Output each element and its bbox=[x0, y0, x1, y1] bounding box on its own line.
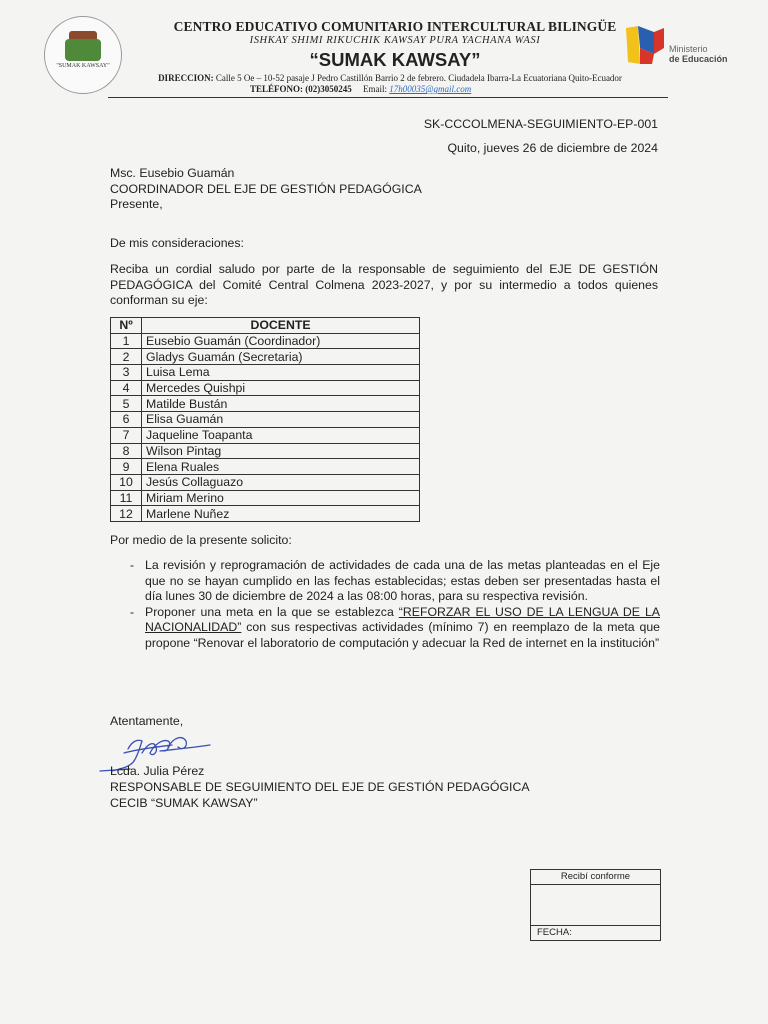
receipt-date-label: FECHA: bbox=[531, 925, 660, 940]
table-row bbox=[111, 459, 420, 475]
row-number: 5 bbox=[111, 396, 142, 412]
teacher-name: Elisa Guamán bbox=[142, 412, 420, 428]
ministry-line1: Ministerio bbox=[669, 44, 708, 54]
table-row bbox=[111, 443, 420, 459]
closing: Atentamente, bbox=[110, 714, 184, 728]
table-row bbox=[111, 490, 420, 506]
list-item bbox=[110, 558, 660, 605]
teachers-table bbox=[110, 317, 420, 522]
row-number: 4 bbox=[111, 380, 142, 396]
table-row bbox=[111, 412, 420, 428]
request-list bbox=[110, 558, 660, 651]
row-number: 2 bbox=[111, 349, 142, 365]
address-value: Calle 5 Oe – 10-52 pasaje J Pedro Castillón Barrio 2 de febrero. Ciudadela Ibarra-La Ecuatoriana Quito-Ecuador bbox=[215, 73, 622, 83]
column-header-number: Nº bbox=[111, 318, 142, 334]
document-reference: SK-CCCOLMENA-SEGUIMIENTO-EP-001 bbox=[423, 117, 658, 131]
teacher-name: Gladys Guamán (Secretaria) bbox=[142, 349, 420, 365]
list-bullet: - bbox=[130, 604, 135, 619]
table-row bbox=[111, 427, 420, 443]
row-number: 12 bbox=[111, 506, 142, 522]
kichwa-motto: ISHKAY SHIMI RIKUCHIK KAWSAY PURA YACHANA WASI bbox=[249, 35, 541, 46]
table-row bbox=[111, 474, 420, 490]
table-row bbox=[111, 365, 420, 381]
row-number: 10 bbox=[111, 474, 142, 490]
addressee-title: COORDINADOR DEL EJE DE GESTIÓN PEDAGÓGICA bbox=[110, 181, 422, 196]
intro-paragraph: Reciba un cordial saludo por parte de la responsable de seguimiento del EJE DE GESTIÓN PEDAGÓGICA del Comité Central Colmena 2023-2027, y por su intermedio a todos quienes conforman su eje: bbox=[110, 262, 658, 307]
request2-post: con sus respectivas actividades (mínimo 7) en reemplazo de la meta que propone “Renovar el laboratorio de computación y adecuar la Red de internet en la institución” bbox=[145, 620, 660, 650]
request-item-2 bbox=[131, 605, 660, 652]
row-number: 8 bbox=[111, 443, 142, 459]
signer-role: RESPONSABLE DE SEGUIMIENTO DEL EJE DE GESTIÓN PEDAGÓGICA bbox=[110, 780, 530, 794]
salutation: De mis consideraciones: bbox=[110, 236, 244, 250]
logo-caption: "SUMAK KAWSAY" bbox=[56, 63, 110, 69]
row-number: 7 bbox=[111, 427, 142, 443]
row-number: 1 bbox=[111, 333, 142, 349]
school-contact bbox=[250, 84, 471, 94]
request2-highlight: “REFORZAR EL USO DE LA LENGUA DE LA NACIONALIDAD” bbox=[145, 604, 660, 634]
receipt-box bbox=[530, 869, 661, 941]
teacher-name: Luisa Lema bbox=[142, 365, 420, 381]
addressee-block bbox=[110, 166, 422, 213]
email-label: Email: bbox=[363, 84, 388, 94]
table-row bbox=[111, 349, 420, 365]
phone-label: TELÉFONO: bbox=[250, 84, 304, 94]
table-row bbox=[111, 380, 420, 396]
teacher-name: Eusebio Guamán (Coordinador) bbox=[142, 333, 420, 349]
school-short-name: “SUMAK KAWSAY” bbox=[309, 49, 481, 70]
request-intro: Por medio de la presente solicito: bbox=[110, 533, 292, 547]
table-row bbox=[111, 333, 420, 349]
list-bullet: - bbox=[130, 558, 135, 572]
ministry-name bbox=[669, 44, 728, 64]
request-item-1: La revisión y reprogramación de actividades de cada una de las metas planteadas en el Eje que no se hayan cumplido en las fechas establecidas; estas deben ser presentadas hasta el día lunes 30 de diciembre de 2024 a las 08:00 horas, para su respectiva revisión. bbox=[145, 558, 660, 603]
table-row bbox=[111, 396, 420, 412]
row-number: 3 bbox=[111, 365, 142, 381]
address-label: DIRECCION: bbox=[158, 73, 214, 83]
teacher-name: Elena Ruales bbox=[142, 459, 420, 475]
teacher-name: Marlene Nuñez bbox=[142, 506, 420, 522]
list-item bbox=[110, 605, 660, 652]
receipt-title: Recibí conforme bbox=[531, 870, 660, 885]
header-divider bbox=[108, 97, 668, 98]
table-row bbox=[111, 506, 420, 522]
school-address bbox=[110, 73, 670, 83]
phone-value: (02)3050245 bbox=[305, 84, 352, 94]
signer-school: CECIB “SUMAK KAWSAY” bbox=[110, 796, 258, 810]
teacher-name: Mercedes Quishpi bbox=[142, 380, 420, 396]
teacher-name: Jaqueline Toapanta bbox=[142, 427, 420, 443]
addressee-greeting: Presente, bbox=[110, 197, 163, 211]
email-link[interactable]: 17h00035@gmail.com bbox=[389, 84, 472, 94]
ministry-line2: de Educación bbox=[669, 54, 728, 64]
row-number: 6 bbox=[111, 412, 142, 428]
document-date: Quito, jueves 26 de diciembre de 2024 bbox=[447, 141, 658, 155]
teacher-name: Miriam Merino bbox=[142, 490, 420, 506]
teacher-name: Jesús Collaguazo bbox=[142, 474, 420, 490]
row-number: 11 bbox=[111, 490, 142, 506]
addressee-name: Msc. Eusebio Guamán bbox=[110, 166, 235, 180]
column-header-teacher: DOCENTE bbox=[142, 318, 420, 334]
request2-pre: Proponer una meta en la que se establezca bbox=[145, 604, 399, 619]
row-number: 9 bbox=[111, 459, 142, 475]
teacher-name: Wilson Pintag bbox=[142, 443, 420, 459]
school-name: CENTRO EDUCATIVO COMUNITARIO INTERCULTURAL BILINGÜE bbox=[173, 19, 617, 34]
teacher-name: Matilde Bustán bbox=[142, 396, 420, 412]
table-header-row bbox=[111, 318, 420, 334]
signer-name: Lcda. Julia Pérez bbox=[110, 764, 205, 778]
